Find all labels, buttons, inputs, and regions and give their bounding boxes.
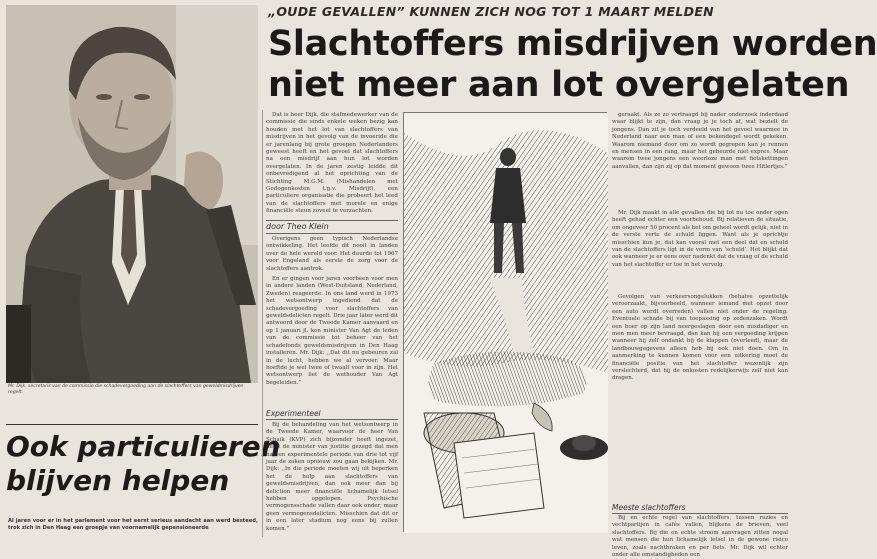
body-paragraph: En er gingen voor jaren voorbeen voor men in andere landen (West-Duitsland, Nederland, Zweden) reageerde. In ons land werd in 1973 het wetsontwerp ingediend dat de schadevergoeding voor slachtoffers van geweldsdelicten regelt. Drie jaar later werd dit antwoord door de Tweede Kamer aanvaard en op 1 januari jl. kon minister Van Agt de leden van de commissie tot beheer van het schadefonds geweldsmisdrijven in Den Haag installeren. Mr. Dijk: ,,Dat dit nu gebeuren zal in de lucht, hebben we al vervoer. Maar hoeftde je wel twee of twaalf voor in zijn. Het wetsontwerp liet de wethouder Van Agt begeleiden.” — [266, 276, 398, 386]
headline-line-1: Slachtoffers misdrijven worden — [268, 24, 877, 64]
body-paragraph: Bij en echte regel van slachtoffers, tussen ruzies en vechtpartijen in cafés vallen, blijkens de brieven, veel slachtoffers. Bij die en echte stroom aanvragen zitten nogal wat mensen die hun lichamelijk letsel in de gewone risico leven, zoals nachtbraken en per fiets. Mr. Dijk wil echter onder alle omstandigheden een — [612, 515, 788, 559]
illustration-victim-drawing — [403, 112, 607, 532]
side-article-rule — [6, 424, 258, 425]
body-paragraph: Overigens geen typisch Nederlandse ontwikkeling. Het leefde dit nooit in landen over de hele wereld voor. Het duurde tot 1967 voor Engeland als eerste de zorg voor de slachtoffers aantrok. — [266, 236, 398, 272]
subhead-experimenteel: Experimenteel — [266, 409, 398, 420]
intro-paragraph: Dat is heer Dijk, die stafmedewerker van de commissie die sinds enkele weken bezig kan houden met het lot van slachtoffers van misdrijven in het gevolg van de invoeride die er jarenlang bij grote groepen Nederlanders geweest heeft en het gevoel dat slachtoffers na een misdrijf aan hun lot worden overgelaten. In de jaren zestig leidde dit onbevredigend al het oprichting van de Stichting M.G.M. (Mishandelen met Gedogenkosten t.g.v. Misdrijf), een particuliere organisatie die probeert het leed van de slachtoffers met morele en enige financiële steun zoveel te verzachten. — [266, 112, 398, 215]
side-headline-line-1: Ook particulieren — [6, 430, 281, 463]
portrait-photo — [6, 5, 258, 383]
portrait-illustration — [6, 5, 258, 383]
column-3-body-4 — [612, 515, 788, 559]
headline-line-2: niet meer aan lot overgelaten — [268, 65, 850, 105]
column-3-body-2 — [612, 210, 788, 292]
column-divider — [262, 110, 263, 537]
photo-caption: Mr. Dijk, secretaris van de commissie die schadevergoeding aan de slachtoffers van geweldmisdrijven regelt. — [8, 384, 244, 395]
body-paragraph: Bij de behandeling van het wetsontwerp in de Tweede Kamer, waarvoor de heer Van Schaik (KVP) zich bijzonder heeft ingezet, heeft de minister van justitie gezegd dat men na een experimentele periode van drie tot vijf jaar de zaken opnieuw zou gaan bekijken. Mr. Dijk: ,,In die periode moeten wij uit beperken het de hulp aan slachtoffers van geweldsmisdrijven, dan ook meer dan bij deliction meer financiële lichamelijk letsel hebben opgelopen. Psychische vermogensschade vallen daar ook onder, maar geen vermogensdelicten. Misschien dat dit er in een later stadium nog eens bij zullen komen.” — [266, 422, 398, 532]
body-paragraph: Gevolgen van verkeersongelukken (behalve opzettelijk veroorzaakt, bijvoorbeeld, wanneer iemand met opzet door een auto wordt overreden) vallen niet onder de regeling. Eventuele schade bij van toepassing op zedenzaken. Wordt een boer op zijn land neergeslagen door een misdadiger en men men meer bevraagd, dan kan hij een vergoeding krijgen wanneer hij zelf ondankt bij de klappen (overleed), maar de landbouwgegevens alleen heb bij ook niet doen. Om in aanmerking te kunnen komen voor een uitkering moet de financiële positie van het slachtoffer wezenlijk zijn verslechterd, dat hij de onkosten redelijkerwijs zelf niet kan dragen. — [612, 294, 788, 382]
side-headline-line-2: blijven helpen — [6, 464, 230, 497]
main-headline — [268, 24, 877, 106]
column-1-body — [266, 236, 398, 390]
column-1-intro — [266, 112, 398, 219]
column-3-body-3 — [612, 294, 788, 500]
illustration-svg — [404, 113, 608, 533]
subhead-meeste-slachtoffers: Meeste slachtoffers — [612, 503, 788, 514]
body-paragraph: Mr. Dijk maakt in alle gevallen die bij tot nu toe onder ogen heeft gehad echter een voorbehoud. Bij relatieven de situatie, om ongeveer 50 procent als het om geheel wordt gelijk, niet in de verste verte de schuld liggen. Want als je oprichtje misschien kun je, dat kan vooral met een deel dat en schuld van de slachtoffers ligt in de vorm van ‘schuld’. Het blijkt dat ook wanneer je er eens over nadenkt dat de vraag of de schuld van het slachtoffer er toe in het vervolg. — [612, 210, 788, 268]
column-3-body-1 — [612, 112, 788, 208]
column-1-body-2 — [266, 422, 398, 537]
side-article-text: Al jaren voor er in het parlement voor het eerst serieus aandacht aan werd besteed, trok zich in Den Haag een groepje van voornamelijk gepensioneerde — [8, 518, 258, 531]
side-headline — [6, 430, 281, 498]
article-kicker: „OUDE GEVALLEN” KUNNEN ZICH NOG TOT 1 MAART MELDEN — [268, 4, 714, 19]
byline: door Theo Klein — [266, 220, 398, 234]
body-paragraph: geraakt. Als ze zo vertraagd bij nader onderzoek inderdaad waar blijkt te zijn, dan vraag je je toch af, wat bezielt de jongens. Dan zit je toch verdeeld van het gevoel waarmee in Nederland naar een man of een bekendegel wordt gekeken. Waarom niemand door om zo wordt gegrepen kan je rennen en mensen in een rang, maar het gebeurde niet expres. Maar waarom twee jongens een weerloze man met fietskettingen aanvallen, dan zijn zij op dat moment gewoon twee Hitlertjes.” — [612, 112, 788, 170]
